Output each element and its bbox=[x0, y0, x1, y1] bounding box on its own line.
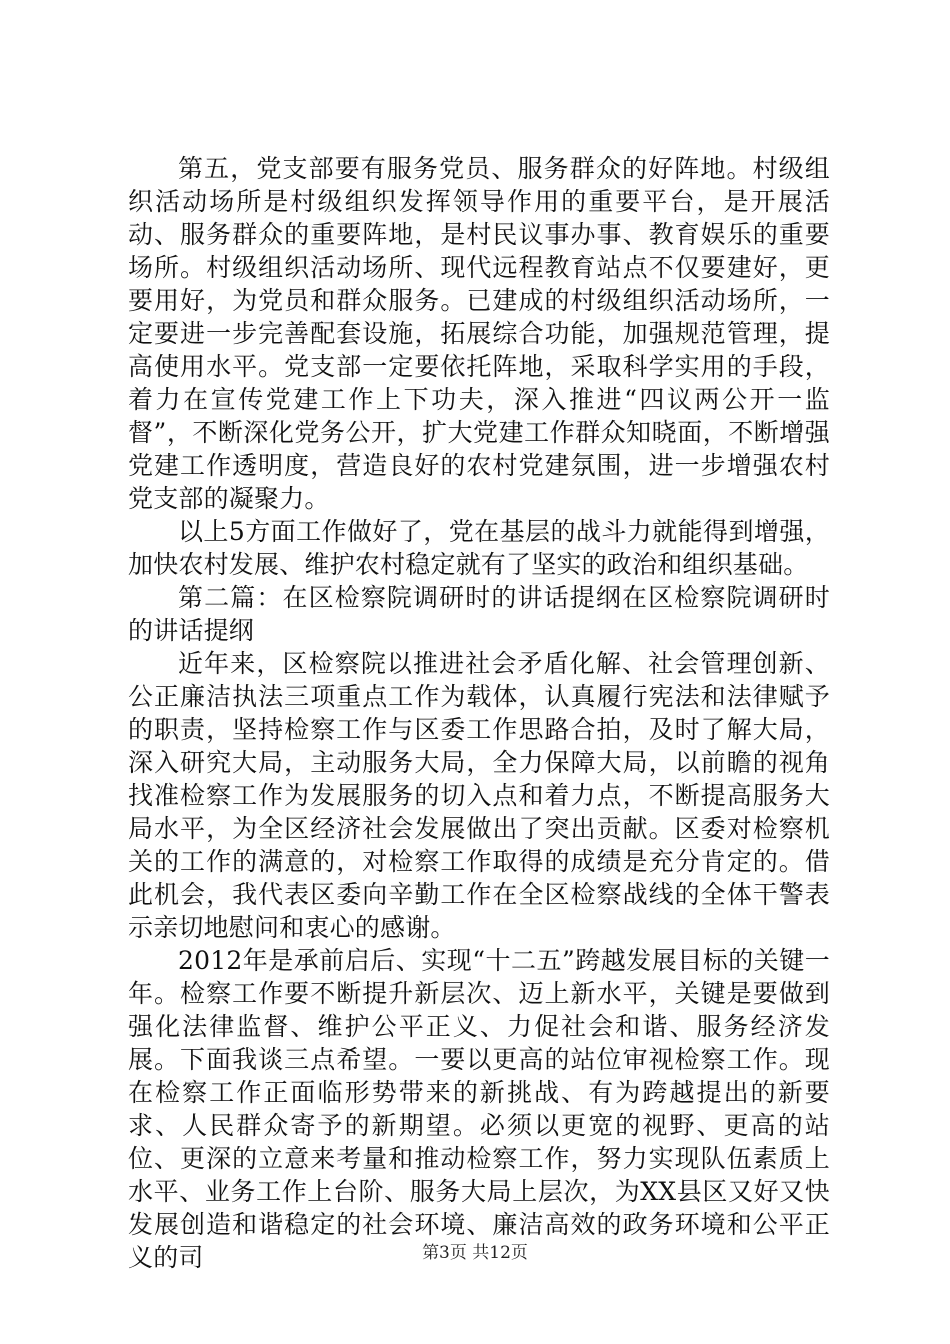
section-heading: 第二篇：在区检察院调研时的讲话提纲在区检察院调研时的讲话提纲 bbox=[128, 583, 830, 645]
page-number-footer: 第3页 共12页 bbox=[422, 1243, 528, 1263]
document-body bbox=[128, 152, 830, 1274]
paragraph-summary: 以上5方面工作做好了，党在基层的战斗力就能得到增强，加快农村发展、维护农村稳定就有了坚实的政治和组织基础。 bbox=[128, 517, 830, 579]
paragraph-fifth-point: 第五，党支部要有服务党员、服务群众的好阵地。村级组织活动场所是村级组织发挥领导作用的重要平台，是开展活动、服务群众的重要阵地，是村民议事办事、教育娱乐的重要场所。村级组织活动场所、现代远程教育站点不仅要建好，更要用好，为党员和群众服务。已建成的村级组织活动场所，一定要进一步完善配套设施，拓展综合功能，加强规范管理，提高使用水平。党支部一定要依托阵地，采取科学实用的手段，着力在宣传党建工作上下功夫，深入推进“四议两公开一监督”，不断深化党务公开，扩大党建工作群众知晓面，不断增强党建工作透明度，营造良好的农村党建氛围，进一步增强农村党支部的凝聚力。 bbox=[128, 154, 830, 513]
paragraph-2012: 2012年是承前启后、实现“十二五”跨越发展目标的关键一年。检察工作要不断提升新层次、迈上新水平，关键是要做到强化法律监督、维护公平正义、力促社会和谐、服务经济发展。下面我谈三点希望。一要以更高的站位审视检察工作。现在检察工作正面临形势带来的新挑战、有为跨越提出的新要求、人民群众寄予的新期望。必须以更宽的视野、更高的站位、更深的立意来考量和推动检察工作，努力实现队伍素质上水平、业务工作上台阶、服务大局上层次，为XX县区又好又快发展创造和谐稳定的社会环境、廉洁高效的政务环境和公平正义的司 bbox=[128, 946, 830, 1272]
paragraph-recent-years: 近年来，区检察院以推进社会矛盾化解、社会管理创新、公正廉洁执法三项重点工作为载体，认真履行宪法和法律赋予的职责，坚持检察工作与区委工作思路合拍，及时了解大局，深入研究大局，主动服务大局，全力保障大局，以前瞻的视角找准检察工作为发展服务的切入点和着力点，不断提高服务大局水平，为全区经济社会发展做出了突出贡献。区委对检察机关的工作的满意的，对检察工作取得的成绩是充分肯定的。借此机会，我代表区委向辛勤工作在全区检察战线的全体干警表示亲切地慰问和衷心的感谢。 bbox=[128, 649, 830, 942]
